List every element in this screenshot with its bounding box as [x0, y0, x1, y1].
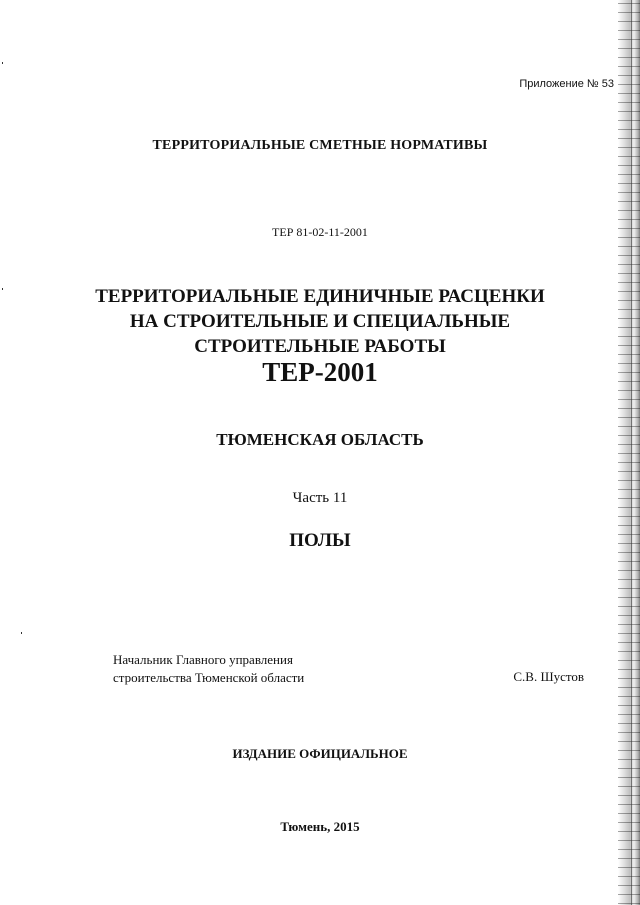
ter-code: ТЕР-2001	[262, 357, 378, 387]
main-title	[0, 284, 640, 359]
norms-title: ТЕРРИТОРИАЛЬНЫЕ СМЕТНЫЕ НОРМАТИВЫ	[152, 138, 488, 153]
scan-speck	[21, 632, 22, 634]
scan-speck	[2, 288, 3, 290]
edition-label: ИЗДАНИЕ ОФИЦИАЛЬНОЕ	[232, 746, 408, 761]
appendix-number: Приложение № 53	[519, 78, 614, 90]
part-number: Часть 11	[292, 490, 348, 506]
scan-speck	[2, 62, 3, 64]
signer-title-line: Начальник Главного управления	[113, 652, 293, 667]
signer-title	[113, 651, 304, 687]
main-title-line: НА СТРОИТЕЛЬНЫЕ И СПЕЦИАЛЬНЫЕ	[129, 311, 511, 332]
signer-name: С.В. Шустов	[513, 669, 584, 684]
place-and-year: Тюмень, 2015	[280, 819, 360, 834]
signer-title-line: строительства Тюменской области	[113, 670, 305, 685]
document-code: ТЕР 81-02-11-2001	[272, 225, 368, 239]
main-title-line: СТРОИТЕЛЬНЫЕ РАБОТЫ	[194, 336, 446, 357]
main-title-line: ТЕРРИТОРИАЛЬНЫЕ ЕДИНИЧНЫЕ РАСЦЕНКИ	[95, 286, 545, 307]
region-name: ТЮМЕНСКАЯ ОБЛАСТЬ	[216, 430, 424, 449]
section-title: ПОЛЫ	[289, 530, 351, 551]
scan-line-artifact	[631, 0, 632, 905]
scan-edge-artifact	[618, 0, 640, 905]
